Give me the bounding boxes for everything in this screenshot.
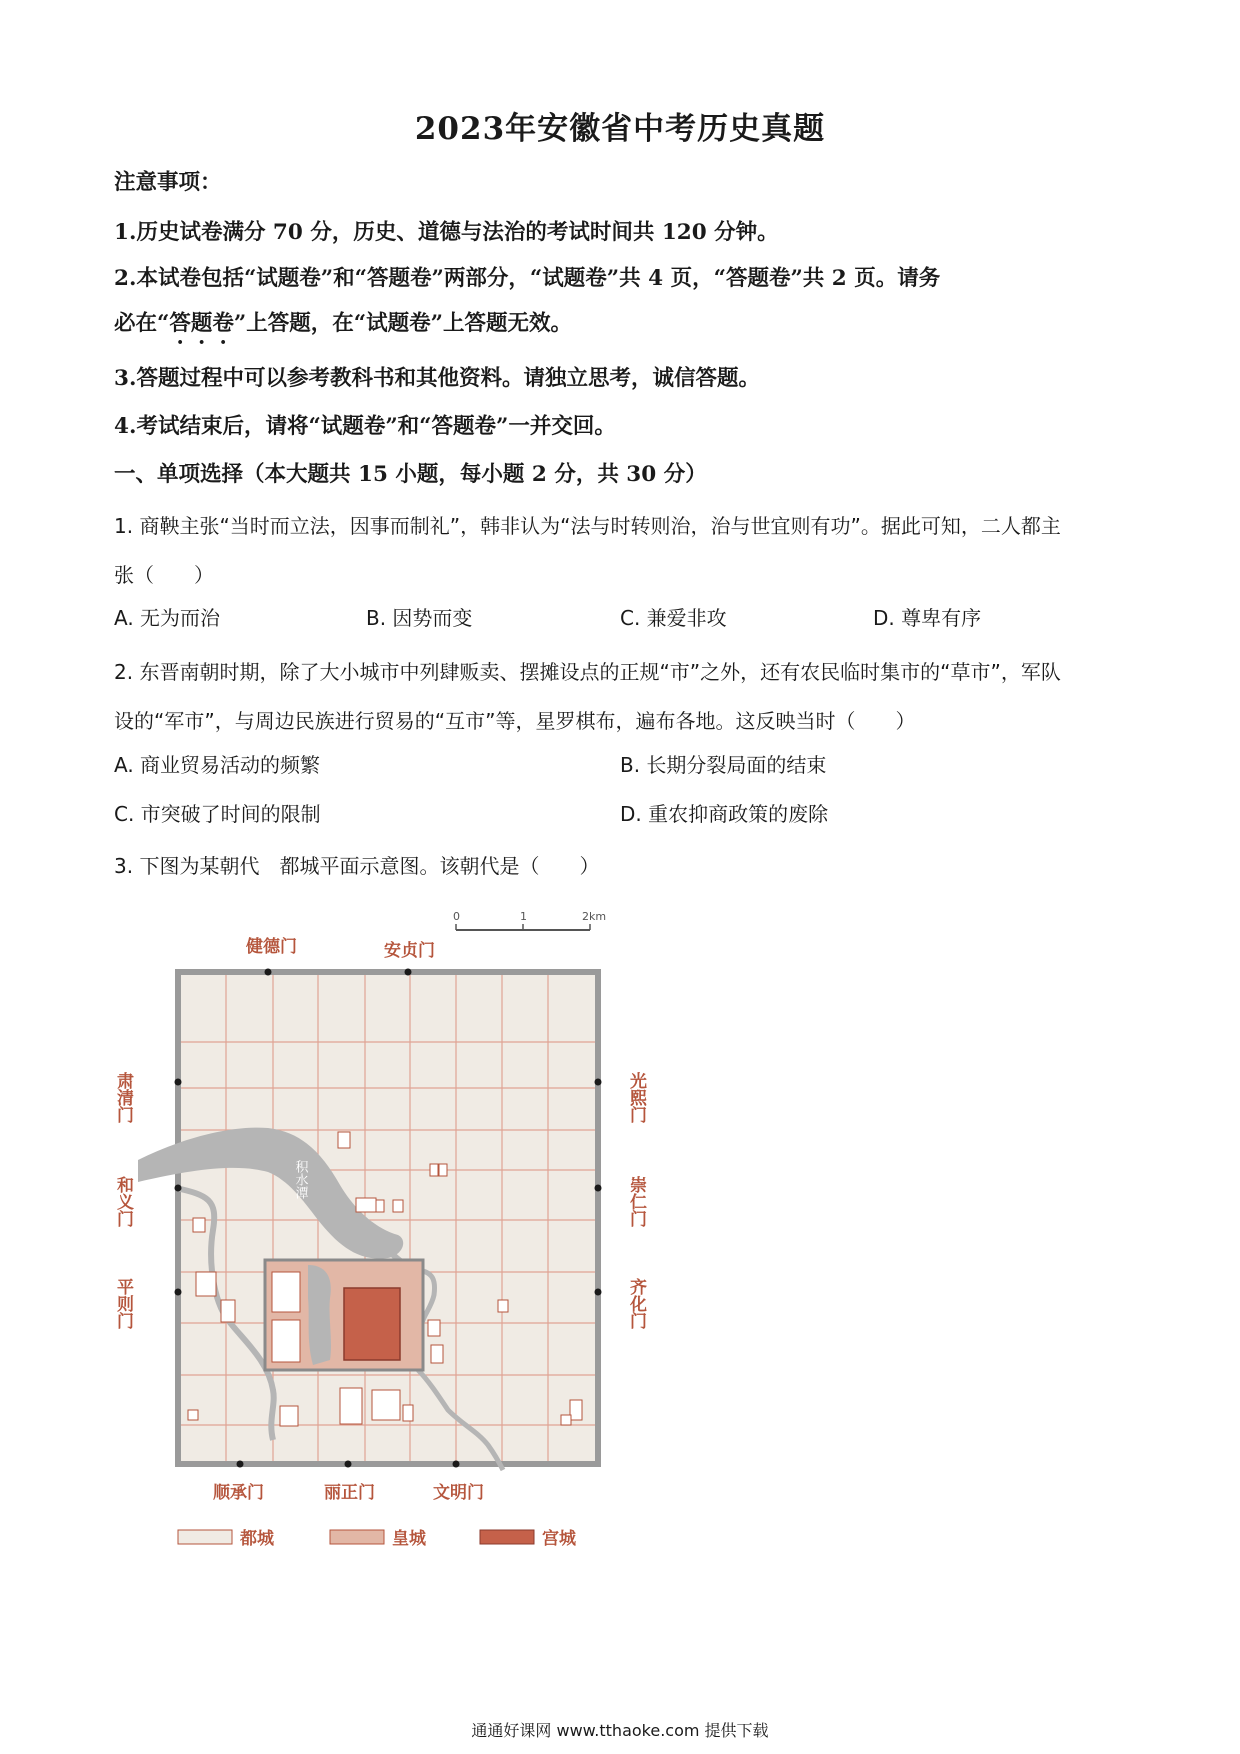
scale-bar (453, 910, 606, 930)
gate-suqing: 肃清门 (113, 1072, 133, 1123)
lake-label: 积水潭 (292, 1160, 308, 1199)
scale-label-0: 0 (453, 910, 460, 923)
q2-stem-line-2: 设的“军市”，与周边民族进行贸易的“互市”等，星罗棋布，遍布各地。这反映当时（ ） (114, 709, 916, 733)
q1-stem-line-1: 1. 商鞅主张“当时而立法，因事而制礼”，韩非认为“法与时转则治，治与世宜则有功”。据此可知，二人都主 (114, 514, 1061, 538)
gate-wenming: 文明门 (433, 1483, 484, 1503)
palace-block-1 (272, 1272, 300, 1312)
gate-shuncheng: 顺承门 (213, 1483, 264, 1503)
map-legend (178, 1528, 577, 1549)
legend-palace: 宫城 (542, 1529, 576, 1549)
notice-item-1: 1.历史试卷满分 70 分，历史、道德与法治的考试时间共 120 分钟。 (114, 220, 779, 245)
q2-option-d: D. 重农抑商政策的废除 (620, 802, 829, 826)
palace-block-2 (272, 1320, 300, 1362)
gate-qihua: 齐化门 (626, 1278, 646, 1329)
q1-option-c: C. 兼爱非攻 (620, 606, 727, 630)
notice-item-2-post: ”上答题，在“试题卷”上答题无效。 (233, 311, 572, 336)
q2-option-a: A. 商业贸易活动的频繁 (114, 753, 321, 777)
palace-city (344, 1288, 400, 1360)
gate-guangxi: 光熙门 (626, 1072, 646, 1123)
capital-city-map (113, 900, 658, 1560)
notice-item-4: 4.考试结束后，请将“试题卷”和“答题卷”一并交回。 (114, 414, 616, 439)
section-1-heading: 一、单项选择（本大题共 15 小题，每小题 2 分，共 30 分） (114, 462, 707, 487)
q2-stem-line-1: 2. 东晋南朝时期，除了大小城市中列肆贩卖、摆摊设点的正规“市”之外，还有农民临时集市的“草市”，军队 (114, 660, 1061, 684)
imperial-city-lake (308, 1265, 331, 1365)
q1-option-d: D. 尊卑有序 (873, 606, 982, 630)
scale-label-1: 1 (520, 910, 527, 923)
notice-item-2-line-2 (114, 301, 1134, 349)
gate-heyi: 和义门 (113, 1176, 133, 1227)
scale-label-2: 2km (582, 910, 607, 923)
notice-item-2-emphasis: 答题卷 (169, 311, 234, 336)
notice-item-2-pre: 必在“ (114, 311, 170, 336)
gate-jiande: 健德门 (246, 937, 297, 957)
q1-option-a: A. 无为而治 (114, 606, 221, 630)
footer: 通通好课网 www.tthaoke.com 提供下载 (471, 1721, 769, 1740)
gate-anzhen: 安贞门 (384, 941, 435, 961)
gate-lizheng: 丽正门 (324, 1483, 375, 1503)
q2-option-c: C. 市突破了时间的限制 (114, 802, 321, 826)
q3-stem: 3. 下图为某朝代 都城平面示意图。该朝代是（ ） (114, 854, 600, 878)
page-title: 2023年安徽省中考历史真题 (414, 111, 826, 147)
notice-heading: 注意事项： (114, 170, 222, 195)
notice-item-3: 3.答题过程中可以参考教科书和其他资料。请独立思考，诚信答题。 (114, 366, 760, 391)
q1-stem-line-2: 张（ ） (114, 563, 214, 587)
q1-option-b: B. 因势而变 (366, 606, 473, 630)
notice-item-2-line-1: 2.本试卷包括“试题卷”和“答题卷”两部分，“试题卷”共 4 页，“答题卷”共 2 页。请务 (114, 266, 941, 291)
gate-pingze: 平则门 (113, 1278, 133, 1329)
legend-capital: 都城 (240, 1529, 274, 1549)
gate-chongren: 崇仁门 (626, 1176, 646, 1227)
legend-imperial: 皇城 (392, 1529, 426, 1549)
q2-option-b: B. 长期分裂局面的结束 (620, 753, 827, 777)
